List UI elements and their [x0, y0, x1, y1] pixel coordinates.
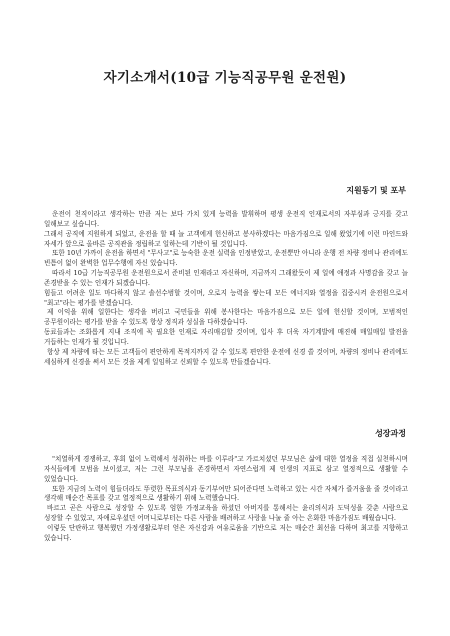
section-body-upbringing — [44, 455, 408, 544]
paragraph: 또한 지금의 노력이 힘들더라도 뚜렷한 목표의식과 동기부여만 되어준다면 노력하고 있는 시간 자체가 즐거움을 줄 것이라고 생각해 매순간 목표를 갖고 열정적으로 생활하기 위해 노력했습니다. — [44, 484, 408, 503]
paragraph: "치열하게 경쟁하고, 후회 없이 노력해서 성취하는 바를 이루라"고 가르치셨던 부모님은 삶에 대한 열정을 직접 실천하시며 자식들에게 모범을 보이셨고, 저는 그런 부모님을 존경하면서 자연스럽게 제 인생의 지표로 삼고 열정적으로 생활할 수 있었습니다. — [44, 455, 408, 483]
paragraph: 제 이익을 위해 일한다는 생각을 버리고 국민들을 위해 봉사한다는 마음가짐으로 모든 일에 헌신할 것이며, 모범적인 공무원이라는 평가를 받을 수 있도록 항상 정직과 성실을 다하겠습니다. — [44, 308, 408, 327]
section-body-motivation — [44, 210, 408, 368]
paragraph: 바르고 곧은 사람으로 성장할 수 있도록 엄한 가정교육을 하셨던 아버지를 통해서는 윤리의식과 도덕성을 갖춘 사람으로 성장할 수 있었고, 자애로우셨던 어머니로부터는 다른 사람을 배려하고 사랑을 나눌 줄 아는 온화한 마음가짐도 배웠습니다. — [44, 504, 408, 523]
paragraph: 항상 제 차량에 타는 모든 고객들이 편안하게 목적지까지 갈 수 있도록 편안한 운전에 신경 쓸 것이며, 차량의 정비나 관리에도 세심하게 신경을 써서 모든 것을 제게 일임하고 신뢰할 수 있도록 만들겠습니다. — [44, 347, 408, 366]
paragraph: 동료들과는 조화롭게 지내 조직에 꼭 필요한 인재로 자리매김할 것이며, 입사 후 더욱 자기계발에 매진해 매일매일 발전을 거듭하는 인재가 될 것입니다. — [44, 328, 408, 346]
paragraph: 또한 10년 가까이 운전을 하면서 "무사고"로 능숙한 운전 실력을 인정받았고, 운전뿐만 아니라 운행 전 차량 정비나 관리에도 빈틈이 없이 완벽한 업무수행에 자신 있습니다. — [44, 249, 408, 268]
section-heading-upbringing: 성장과정 — [375, 428, 406, 438]
paragraph: 이렇듯 단란하고 행복했던 가정생활로부터 얻은 자신감과 여유로움을 기반으로 저는 매순간 최선을 다하며 최고를 지향하고 있습니다. — [44, 523, 408, 542]
section-heading-motivation: 지원동기 및 포부 — [346, 185, 406, 195]
paragraph: 힘들고 어려운 일도 마다하지 않고 솔선수범할 것이며, 오로지 능력을 쌓는데 모든 에너지와 열정을 집중시켜 운전원으로서 "최고"라는 평가를 받겠습니다. — [44, 288, 408, 307]
document-title: 자기소개서(10급 기능직공무원 운전원) — [103, 70, 347, 86]
paragraph: 그래서 공직에 지원하게 되었고, 운전을 할 때 늘 고객에게 헌신하고 봉사하겠다는 마음가짐으로 일해 왔었기에 이런 마인드와 자세가 앞으로 올바른 공직관을 정립하고 일하는데 기반이 될 것입니다. — [44, 229, 408, 248]
paragraph: 따라서 10급 기능직공무원 운전원으로서 준비된 인재라고 자신하며, 지금까지 그래왔듯이 제 일에 애정과 사명감을 갖고 늘 존경받을 수 있는 인재가 되겠습니다. — [44, 269, 408, 287]
paragraph: 운전이 천직이라고 생각하는 만큼 저는 보다 가치 있게 능력을 발휘하며 평생 운전직 인재로서의 자부심과 긍지를 갖고 일해보고 싶습니다. — [44, 210, 408, 228]
